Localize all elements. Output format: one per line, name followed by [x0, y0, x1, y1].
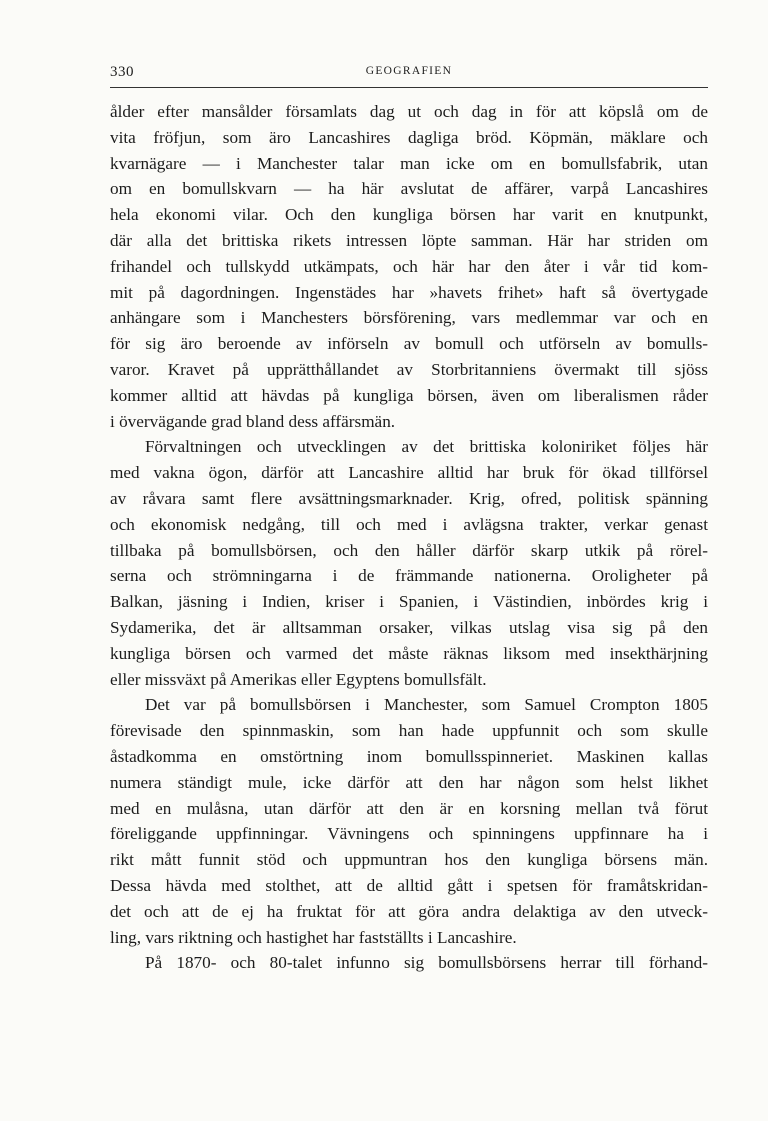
- text-line: anhängare som i Manchesters börsförening, vars medlemmar var och en: [110, 308, 708, 328]
- text-line: där alla det brittiska rikets intressen löpte samman. Här har striden om: [110, 230, 708, 250]
- text-line: mit på dagordningen. Ingenstädes har »havets frihet» haft så övertygade: [110, 282, 708, 302]
- text-line: varor. Kravet på upprätthållandet av Storbritanniens övermakt till sjöss: [110, 359, 708, 379]
- text-line: med vakna ögon, därför att Lancashire alltid har bruk för ökad tillförsel: [110, 463, 708, 483]
- text-line: Sydamerika, det är alltsamman orsaker, vilkas utslag visa sig på den: [110, 617, 708, 637]
- text-line: åstadkomma en omstörtning inom bomullsspinneriet. Maskinen kallas: [110, 746, 708, 766]
- text-line: kvarnägare — i Manchester talar man icke om en bomullsfabrik, utan: [110, 153, 708, 173]
- text-line: för sig äro beroende av införseln av bomull och utförseln av bomulls-: [110, 334, 708, 354]
- text-line: förevisade den spinnmaskin, som han hade uppfunnit och som skulle: [110, 721, 708, 741]
- text-line: numera ständigt mule, icke därför att den har någon som helst likhet: [110, 772, 708, 792]
- text-line: hela ekonomi vilar. Och den kungliga börsen har varit en knutpunkt,: [110, 205, 708, 225]
- paragraph-start-line: Det var på bomullsbörsen i Manchester, som Samuel Crompton 1805: [145, 695, 708, 715]
- paragraph-end-line: eller missväxt på Amerikas eller Egyptens bomullsfält.: [110, 669, 487, 689]
- text-line: Balkan, jäsning i Indien, kriser i Spanien, i Västindien, inbördes krig i: [110, 592, 708, 612]
- text-line: och ekonomisk nedgång, till och med i avlägsna trakter, verkar genast: [110, 514, 708, 534]
- page-number: 330: [110, 64, 134, 80]
- text-line: Dessa hävda med stolthet, att de alltid gått i spetsen för framåtskridan-: [110, 875, 708, 895]
- paragraph-start-line: Förvaltningen och utvecklingen av det brittiska koloniriket följes här: [145, 437, 708, 457]
- text-line: föreliggande uppfinningar. Vävningens och spinningens uppfinnare ha i: [110, 824, 708, 844]
- paragraph-start-line: På 1870- och 80-talet infunno sig bomullsbörsens herrar till förhand-: [145, 953, 708, 973]
- text-line: det och att de ej ha fruktat för att göra andra delaktiga av den utveck-: [110, 901, 708, 921]
- header-rule: [110, 87, 708, 88]
- text-line: vita fröfjun, som äro Lancashires dagliga bröd. Köpmän, mäklare och: [110, 127, 708, 147]
- text-line: tillbaka på bomullsbörsen, och den håller därför skarp utkik på rörel-: [110, 540, 708, 560]
- text-line: kungliga börsen och varmed det måste räknas liksom med insekthärjning: [110, 643, 708, 663]
- text-line: kommer alltid att hävdas på kungliga börsen, även om liberalismen råder: [110, 385, 708, 405]
- text-line: rikt mått funnit stöd och uppmuntran hos den kungliga börsens män.: [110, 850, 708, 870]
- text-line: ålder efter mansålder församlats dag ut och dag in för att köpslå om de: [110, 102, 708, 121]
- running-head: GEOGRAFIEN: [365, 65, 453, 77]
- text-line: frihandel och tullskydd utkämpats, och här har den åter i vår tid kom-: [110, 256, 708, 276]
- page-header: [110, 64, 708, 84]
- text-line: med en mulåsna, utan därför att den är en korsning mellan två förut: [110, 798, 708, 818]
- text-line: av råvara samt flere avsättningsmarknader. Krig, ofred, politisk spänning: [110, 488, 708, 508]
- paragraph-end-line: ling, vars riktning och hastighet har fastställts i Lancashire.: [110, 927, 517, 947]
- paragraph-end-line: i övervägande grad bland dess affärsmän.: [110, 411, 396, 431]
- text-line: om en bomullskvarn — ha här avslutat de affärer, varpå Lancashires: [110, 179, 708, 199]
- body-text: [110, 99, 708, 976]
- text-line: serna och strömningarna i de främmande nationerna. Oroligheter på: [110, 566, 708, 586]
